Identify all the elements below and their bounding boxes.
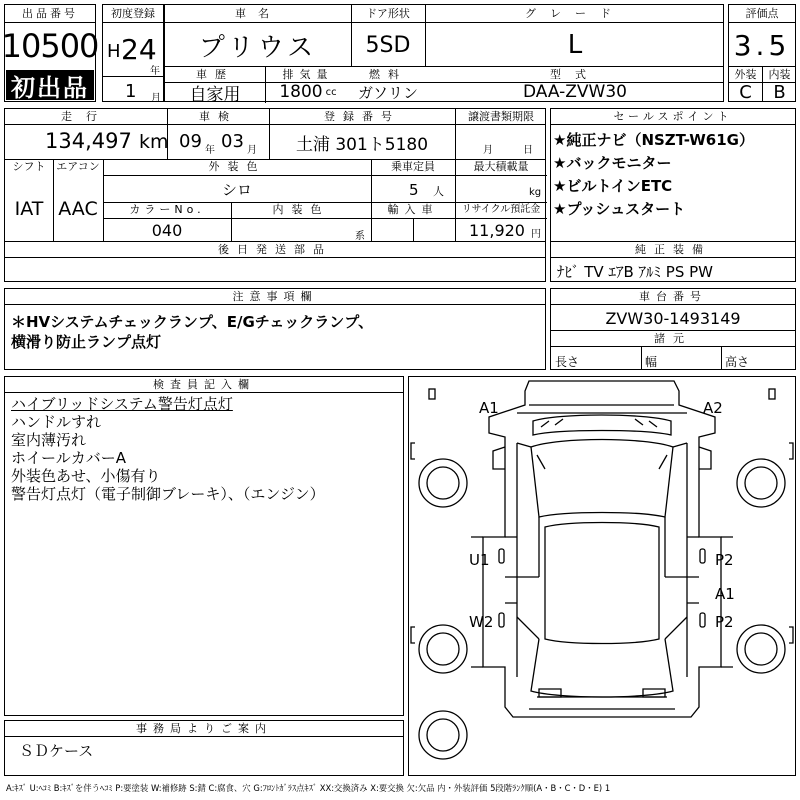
shift-label: シフト (12, 160, 46, 173)
max-load-label: 最大積載量 (473, 160, 529, 173)
lot-number-box (1, 4, 99, 102)
details-block (4, 108, 546, 282)
spare-wheel (419, 711, 467, 759)
transfer-deadline-label: 譲渡書類期限 (468, 110, 534, 123)
lot-number-label: 出品番号 (22, 6, 78, 20)
lot-number: 10500 (1, 27, 99, 65)
inspection-year-unit: 年 (205, 145, 215, 156)
first-registration-box (102, 4, 164, 102)
registration-month: 1 (125, 81, 137, 102)
score-label: 評価点 (745, 6, 779, 20)
damage-diagram (408, 376, 796, 776)
capacity-unit: 人 (433, 185, 444, 198)
registration-year: 24 (121, 33, 157, 66)
exterior-grade: C (739, 81, 752, 103)
damage-mark-left-rear: W2 (469, 613, 494, 631)
later-shipping-label: 後日発送部品 (218, 242, 332, 256)
width-label: 幅 (645, 355, 658, 369)
damage-mark-right-rear: A1 (715, 585, 735, 603)
inspection-month: 03 (221, 131, 244, 152)
chassis-box (550, 288, 796, 370)
recycle-deposit-label: リサイクル預託金 (461, 203, 541, 215)
exterior-grade-label: 外装 (734, 68, 757, 81)
inspection-month-unit: 月 (247, 145, 257, 156)
max-load-unit: kg (529, 187, 542, 198)
wheel-front-left (419, 459, 467, 507)
import-label: 輸入車 (387, 203, 439, 216)
vehicle-info-block (164, 4, 724, 105)
length-label: 長さ (555, 355, 580, 369)
score: 3.5 (733, 28, 791, 62)
genuine-equipment-label: 純正装備 (635, 242, 711, 256)
interior-grade: B (773, 81, 786, 103)
inspector-line: ハンドルすれ (11, 413, 102, 431)
car-name-label: 車名 (235, 6, 281, 20)
history: 自家用 (189, 84, 241, 105)
office-notice-label: 事務局よりご案内 (136, 722, 272, 735)
history-label: 車歴 (196, 68, 234, 81)
fuel: ガソリン (357, 83, 418, 102)
transfer-day-unit: 日 (523, 145, 533, 156)
wheel-front-right (737, 459, 785, 507)
notes-line: ＊HVシステムチェックランプ、E/Gチェックランプ、 (11, 313, 374, 331)
chassis-number-label: 車台番号 (639, 290, 707, 303)
displacement-value: 1800 (279, 82, 323, 102)
month-unit: 月 (151, 93, 161, 104)
capacity: 5 (409, 181, 419, 199)
recycle-deposit-unit: 円 (531, 229, 541, 240)
sales-points-box (550, 108, 796, 282)
inspector-line: ハイブリッドシステム警告灯点灯 (11, 395, 233, 413)
inspection-label: 車検 (199, 110, 237, 123)
color-number-label: カラーNo. (129, 203, 205, 216)
interior-color-label: 内装色 (272, 203, 330, 216)
inspector-line: ホイールカバーA (11, 449, 126, 467)
displacement (265, 83, 351, 101)
inspector-line: 外装色あせ、小傷有り (11, 467, 161, 485)
era-mark: H (107, 41, 121, 62)
fuel-label: 燃料 (369, 68, 407, 81)
interior-color-unit: 系 (355, 231, 365, 242)
capacity-label: 乗車定員 (391, 160, 435, 173)
color-number: 040 (151, 220, 183, 240)
door-type-label: ドア形状 (366, 6, 410, 20)
car-outline-diagram (409, 377, 795, 775)
inspector-line: 室内薄汚れ (11, 431, 87, 449)
inspector-line: 警告灯点灯（電子制御ブレーキ）、（エンジン） (11, 485, 325, 503)
damage-mark-right-door: P2 (715, 551, 734, 569)
first-listing-badge (6, 70, 94, 100)
sales-point-item: ★バックモニター (553, 154, 672, 172)
door-type: 5SD (365, 32, 411, 58)
score-box (728, 4, 796, 102)
genuine-equipment: ﾅﾋﾞ TV ｴｱB ｱﾙﾐ PS PW (557, 263, 713, 281)
damage-mark-front-right: A2 (703, 399, 723, 417)
inspection-year: 09 (179, 131, 202, 152)
shift: IAT (14, 198, 44, 220)
height-label: 高さ (725, 355, 750, 369)
model-code-label: 型式 (550, 68, 600, 81)
sales-points-label: セールスポイント (613, 110, 733, 123)
damage-mark-left-door: U1 (469, 551, 490, 569)
sales-point-item: ★ビルトインETC (553, 177, 673, 195)
sales-point-item: ★プッシュスタート (553, 200, 686, 218)
chassis-number: ZVW30-1493149 (605, 308, 741, 328)
car-name: プリウス (198, 32, 318, 63)
recycle-deposit: 11,920 (469, 221, 525, 240)
model-code: DAA-ZVW30 (522, 82, 627, 102)
grade: L (567, 30, 583, 60)
transfer-month-unit: 月 (483, 145, 493, 156)
ac-label: エアコン (56, 160, 100, 173)
notes-line: 横滑り防止ランプ点灯 (11, 333, 162, 351)
displacement-label: 排気量 (282, 68, 334, 81)
displacement-unit: cc (325, 86, 337, 98)
air-conditioner: AAC (58, 198, 98, 220)
damage-mark-front-left: A1 (479, 399, 499, 417)
year-unit: 年 (150, 66, 160, 77)
mileage-unit: km (139, 131, 169, 153)
first-listing-text: 初出品 (11, 73, 89, 102)
grade-label: グレード (525, 6, 625, 20)
specs-label: 諸元 (654, 331, 692, 345)
office-notice: ＳＤケース (19, 742, 94, 760)
inspector-box (4, 376, 404, 716)
damage-mark-right-rear-paint: P2 (715, 613, 734, 631)
plate-number: 土浦 301ト5180 (295, 134, 429, 155)
mileage: 134,497 (45, 129, 132, 153)
mileage-label: 走行 (61, 110, 111, 123)
notes-box (4, 288, 546, 370)
interior-grade-label: 内装 (768, 68, 791, 81)
sales-point-item: ★純正ナビ（NSZT-W61G） (553, 131, 754, 149)
inspector-label: 検査員記入欄 (153, 378, 255, 391)
office-box (4, 720, 404, 776)
plate-label: 登録番号 (324, 110, 400, 123)
notes-label: 注意事項欄 (232, 290, 318, 303)
exterior-color-label: 外装色 (208, 160, 266, 173)
damage-code-legend: A:ｷｽﾞ U:ﾍｺﾐ B:ｷｽﾞを伴うﾍｺﾐ P:要塗装 W:補修跡 S:錆 C:腐食、穴 G:ﾌﾛﾝﾄｶﾞﾗｽ点ｷｽﾞ XX:交換済み X:要交換 欠:欠品 内・外装評価 5段階ﾗﾝｸ順(A・B・C・D・E) 1 (6, 783, 611, 793)
exterior-color: シロ (221, 180, 252, 199)
wheel-rear-right (737, 625, 785, 673)
wheel-rear-left (419, 625, 467, 673)
first-registration-label: 初度登録 (111, 6, 155, 20)
